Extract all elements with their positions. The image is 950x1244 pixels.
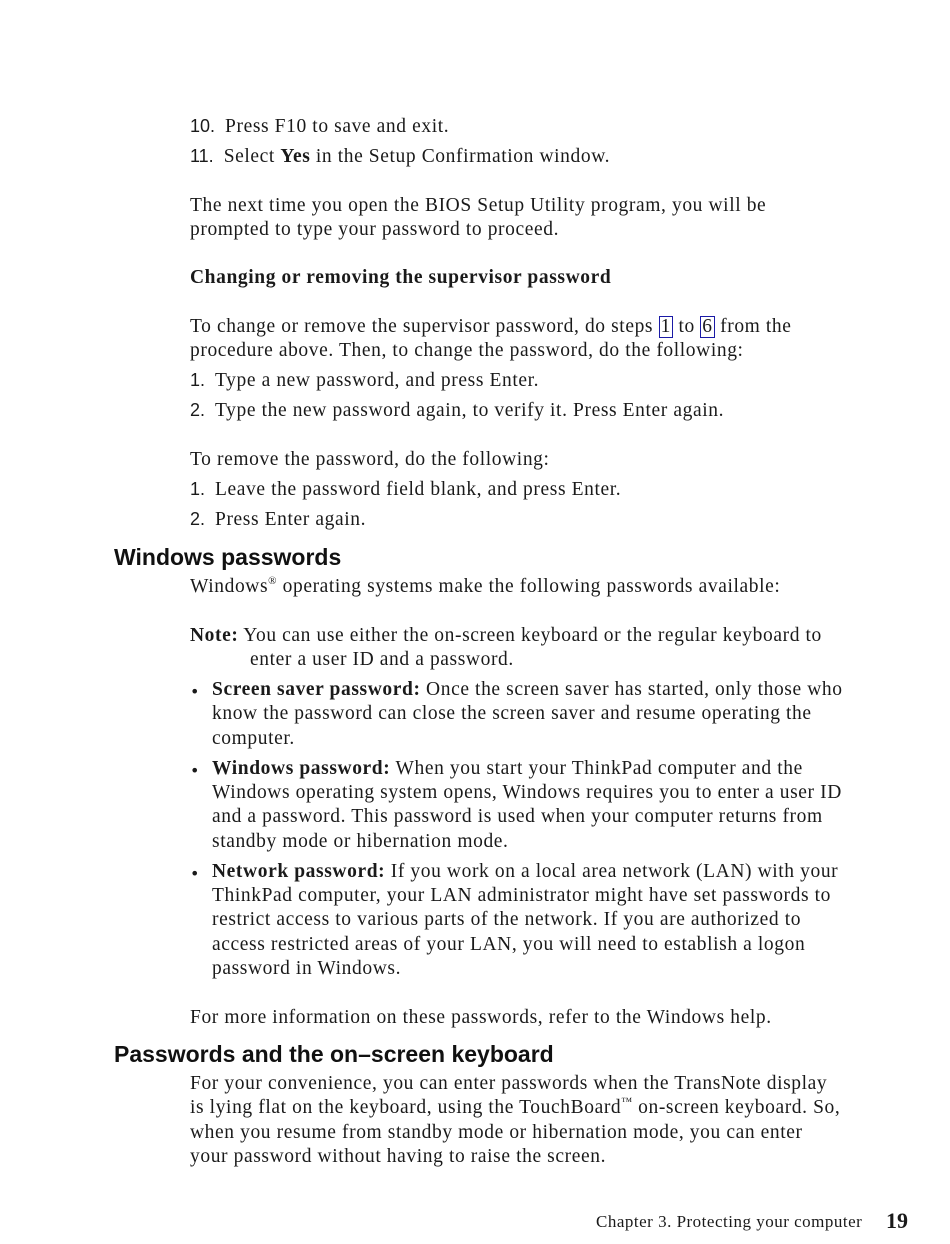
step-number: 1. — [190, 370, 206, 390]
bullet-item — [212, 861, 838, 883]
paragraph-line: For more information on these passwords, refer to the Windows help. — [190, 1007, 772, 1028]
footer-chapter: Chapter 3. Protecting your computer — [596, 1212, 863, 1231]
step-number: 1. — [190, 479, 206, 499]
step-number: 2. — [190, 400, 206, 420]
step-text: Select — [223, 146, 281, 167]
paragraph-line — [190, 1097, 840, 1119]
step-10 — [190, 116, 449, 138]
note-label: Note: — [190, 625, 239, 646]
bullet-item — [212, 679, 843, 701]
text-run: from the — [714, 316, 792, 337]
paragraph-line: The next time you open the BIOS Setup Utility program, you will be — [190, 195, 767, 216]
step-11 — [190, 146, 610, 168]
note — [190, 625, 822, 647]
text-run: is lying flat on the keyboard, using the TouchBoard — [190, 1097, 622, 1118]
bullet-term: Screen saver password: — [212, 679, 421, 700]
bullet-line: know the password can close the screen saver and resume operating the — [212, 703, 812, 724]
bullet-line: access restricted areas of your LAN, you will need to establish a logon — [212, 934, 806, 955]
paragraph-line — [190, 576, 780, 598]
text-run: If you work on a local area network (LAN) with your — [385, 861, 839, 882]
text-run: To change or remove the supervisor password, do steps — [190, 316, 659, 337]
step-text: Type a new password, and press Enter. — [215, 370, 540, 391]
bullet-line: computer. — [212, 728, 295, 749]
text-run: on-screen keyboard. So, — [632, 1097, 841, 1118]
link-step-6[interactable]: 6 — [702, 316, 713, 337]
step-number: 11. — [190, 146, 214, 166]
step-text: in the Setup Confirmation window. — [310, 146, 611, 167]
step-number: 2. — [190, 509, 206, 529]
subheading-change-password: Changing or removing the supervisor password — [190, 267, 612, 288]
step-text: Leave the password field blank, and press Enter. — [215, 479, 622, 500]
bullet-term: Network password: — [212, 861, 386, 882]
step-text: Press Enter again. — [215, 509, 367, 530]
step-number: 10. — [190, 116, 216, 136]
change-step-1 — [190, 370, 539, 392]
step-text: Press F10 to save and exit. — [225, 116, 450, 137]
paragraph-line: when you resume from standby mode or hibernation mode, you can enter — [190, 1122, 803, 1143]
note-text: enter a user ID and a password. — [250, 649, 514, 670]
text-run: operating systems make the following passwords available: — [277, 576, 781, 597]
note-text: You can use either the on-screen keyboard or the regular keyboard to — [238, 625, 822, 646]
change-step-2 — [190, 400, 724, 422]
paragraph-line: your password without having to raise the screen. — [190, 1146, 607, 1167]
bullet-line: password in Windows. — [212, 958, 402, 979]
step-bold-text: Yes — [280, 146, 311, 167]
bullet-glyph: • — [190, 864, 200, 883]
trademark-mark: ™ — [621, 1096, 633, 1108]
bullet-glyph: • — [190, 682, 200, 701]
bullet-term: Windows password: — [212, 758, 391, 779]
text-run: to — [672, 316, 701, 337]
text-run: Windows — [190, 576, 269, 597]
bullet-item — [212, 758, 803, 780]
link-step-1[interactable]: 1 — [660, 316, 671, 337]
heading-onscreen-keyboard: Passwords and the on–screen keyboard — [114, 1041, 554, 1067]
paragraph-line: prompted to type your password to proceed. — [190, 219, 560, 240]
text-run: Once the screen saver has started, only those who — [420, 679, 843, 700]
registered-mark: ® — [268, 575, 278, 587]
heading-windows-passwords: Windows passwords — [114, 544, 342, 570]
paragraph-line: procedure above. Then, to change the password, do the following: — [190, 340, 744, 361]
paragraph-line: For your convenience, you can enter passwords when the TransNote display — [190, 1073, 828, 1094]
bullet-line: restrict access to various parts of the network. If you are authorized to — [212, 909, 802, 930]
bullet-line: standby mode or hibernation mode. — [212, 831, 509, 852]
text-run: When you start your ThinkPad computer and the — [390, 758, 803, 779]
bullet-line: Windows operating system opens, Windows requires you to enter a user ID — [212, 782, 842, 803]
remove-step-1 — [190, 479, 621, 501]
bullet-line: and a password. This password is used when your computer returns from — [212, 806, 823, 827]
paragraph-line — [190, 316, 792, 338]
paragraph-line: To remove the password, do the following: — [190, 449, 550, 470]
remove-step-2 — [190, 509, 366, 531]
step-text: Type the new password again, to verify it. Press Enter again. — [215, 400, 725, 421]
page-number: 19 — [886, 1208, 908, 1233]
bullet-glyph: • — [190, 761, 200, 780]
bullet-line: ThinkPad computer, your LAN administrator might have set passwords to — [212, 885, 832, 906]
